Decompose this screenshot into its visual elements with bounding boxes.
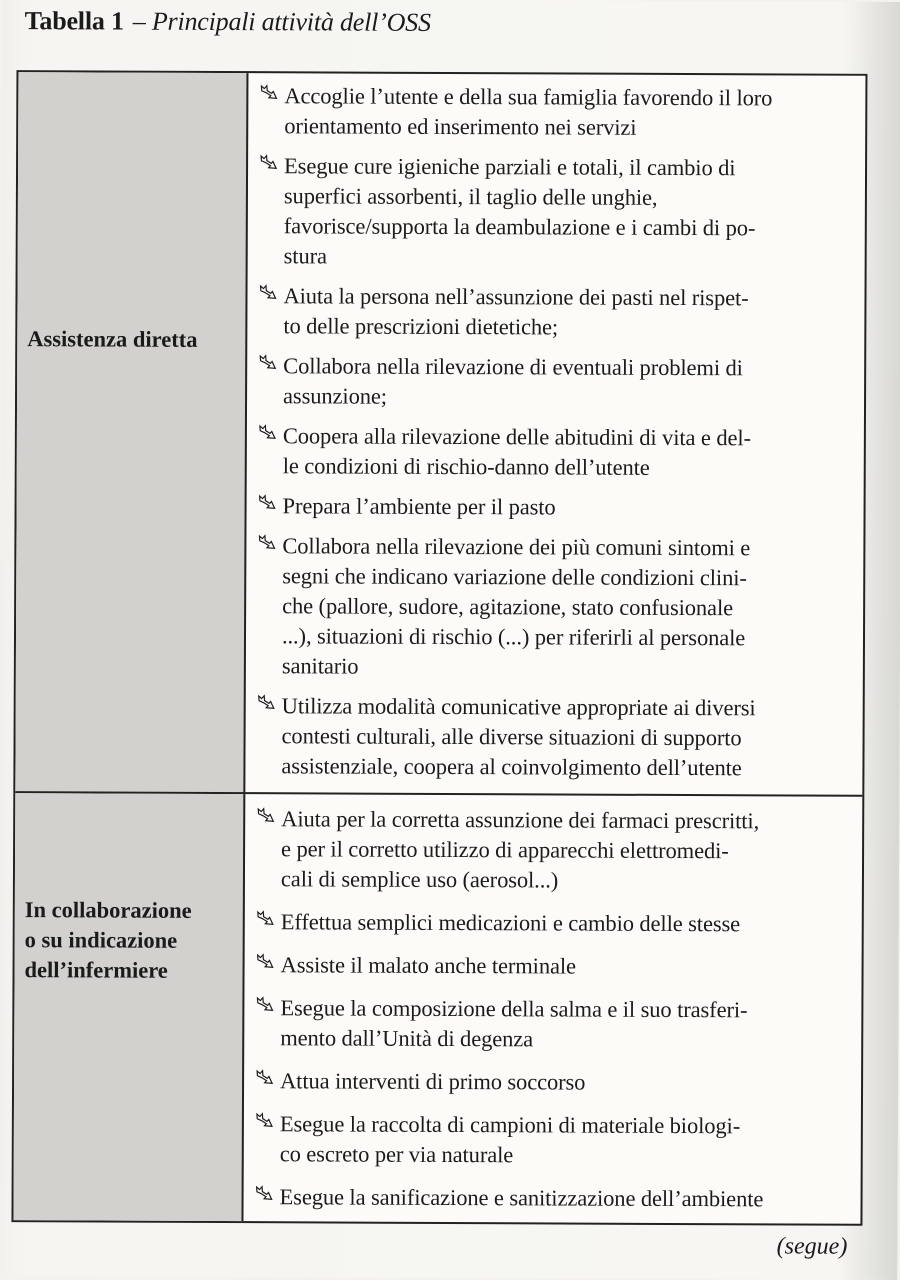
arrow-bullet-icon [258,81,284,105]
activity-text: Effettua semplici medicazioni e cambio delle stesse [280,909,741,937]
activity-text: Accoglie l’utente e della sua famiglia favorendo il loro orientamento ed inserimento nei servizi [284,83,773,140]
activity-text: Esegue la raccolta di campioni di materiale biologi- co escreto per via naturale [279,1111,741,1168]
activity-text: Prepara l’ambiente per il pasto [282,493,556,520]
activity-text: Assiste il malato anche terminale [280,952,576,979]
arrow-bullet-icon [256,691,282,715]
activity-item [254,993,857,1056]
activity-item [258,151,862,274]
arrow-bullet-icon [257,281,283,305]
activity-item [257,351,860,414]
activity-item [254,1109,857,1172]
row-header-assistenza-diretta: Assistenza diretta [15,72,248,794]
activities-cell-assistenza-diretta [245,73,865,797]
continuation-note: (segue) [776,1233,848,1260]
arrow-bullet-icon [254,1066,280,1090]
activities-list [253,804,858,1215]
arrow-bullet-icon [255,950,281,974]
table-caption-text: – Principali attività dell’OSS [132,6,431,37]
activity-text: Collabora nella rilevazione di eventuali problemi di assunzione; [283,353,743,409]
activity-item [256,531,860,684]
activity-item [258,81,861,144]
activity-text: Esegue la sanificazione e sanitizzazione dell’ambiente [279,1184,764,1212]
activities-table [11,70,867,1226]
activity-text: Esegue la composizione della salma e il suo trasferi- mento dall’Unità di degenza [280,995,748,1052]
activity-item [257,421,860,484]
activity-text: Attua interventi di primo soccorso [280,1068,586,1095]
activity-item [255,691,858,784]
arrow-bullet-icon [254,1109,280,1133]
activity-text: Coopera alla rilevazione delle abitudini di vita e del- le condizioni di rischio-danno dell’utente [282,423,752,480]
arrow-bullet-icon [254,993,280,1017]
activity-item [257,281,860,344]
row-header-in-collaborazione: In collaborazione o su indicazione dell’infermiere [13,793,245,1221]
activity-item [254,1066,857,1099]
activity-text: Aiuta la persona nell’assunzione dei pasti nel rispet- to delle prescrizioni dietetiche; [283,283,749,340]
activities-list [255,81,861,784]
table-caption-number: Tabella 1 [24,6,124,36]
table-caption [25,6,431,38]
arrow-bullet-icon [257,421,283,445]
activity-text: Esegue cure igieniche parziali e totali, il cambio di superfici assorbenti, il taglio delle unghie, favorisce/supporta la deambulazione e i cambi di po- stura [283,153,756,269]
arrow-bullet-icon [257,351,283,375]
arrow-bullet-icon [254,1182,280,1206]
activity-text: Utilizza modalità comunicative appropriate ai diversi contesti culturali, alle diverse situazioni di supporto assistenziale, coopera al coinvolgimento dell’utente [281,693,756,781]
activities-cell-in-collaborazione [243,794,862,1224]
arrow-bullet-icon [255,804,281,828]
activity-item [255,950,858,983]
arrow-bullet-icon [255,907,281,931]
arrow-bullet-icon [257,491,283,515]
activity-item [257,491,860,524]
activity-text: Collabora nella rilevazione dei più comuni sintomi e segni che indicano variazione delle condizioni clini- che (pallore, sudore, agitazione, stato confusionale ...), situazioni di rischio (...) per riferirli al personale sanitario [281,533,751,679]
activity-item [253,1182,856,1215]
arrow-bullet-icon [256,531,282,555]
activity-item [255,907,858,940]
activity-text: Aiuta per la corretta assunzione dei farmaci prescritti, e per il corretto utilizzo di apparecchi elettromedi- cali di semplice uso (aerosol...) [280,806,760,893]
activity-item [255,804,858,897]
arrow-bullet-icon [258,151,284,175]
